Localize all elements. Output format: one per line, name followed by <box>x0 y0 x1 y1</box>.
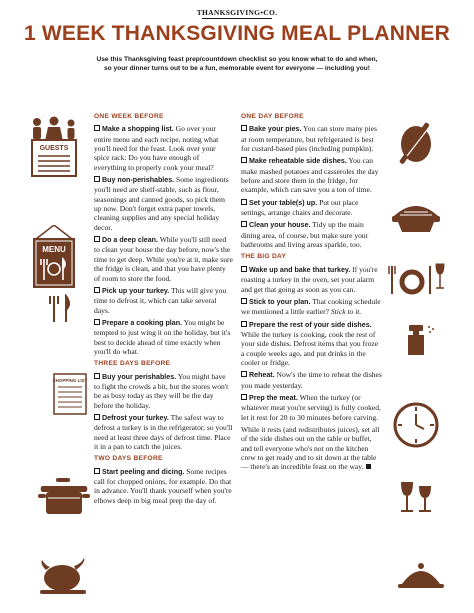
clock-icon <box>393 402 439 448</box>
brand-name: THANKSGIVING•CO. <box>196 8 278 17</box>
item-text: That cooking schedule we mentioned a little earlier? <box>241 296 381 317</box>
left-column <box>94 112 233 508</box>
section-heading-one-week: ONE WEEK BEFORE <box>94 113 164 120</box>
checkbox-icon[interactable] <box>94 125 100 131</box>
item-text: Some ingredients you'll need are shelf-stable, such as flour, seasonings and canned goods, so pick them up now. Don't forget extra paper towels, cleaning supplies and any special holiday decor. <box>94 175 229 232</box>
guests-icon <box>26 116 82 178</box>
serving-dish-icon <box>398 562 444 596</box>
closing-paragraph <box>241 425 382 472</box>
item-lead: Stick to your plan. <box>249 297 311 306</box>
item-lead: Prep the meat. <box>249 393 298 402</box>
item-lead: Set your table(s) up. <box>249 198 318 207</box>
checklist-item <box>241 220 382 249</box>
checkbox-icon[interactable] <box>241 321 247 327</box>
item-lead: Wake up and bake that turkey. <box>249 265 351 274</box>
roast-turkey-icon <box>38 556 88 596</box>
item-text: You might have to fight the crowds a bit, but the stores won't be as busy today as they will be the day before the holiday. <box>94 371 229 410</box>
wine-glass-icon <box>395 480 439 518</box>
checkbox-icon[interactable] <box>241 125 247 131</box>
checklist-item <box>241 265 382 294</box>
item-text: You might be tempted to just wing it on the holiday, but it's best to decide ahead of time exactly when you'll do what. <box>94 317 231 356</box>
item-emphasis: Stick to it. <box>329 307 362 317</box>
item-lead: Prepare the rest of your side dishes. <box>249 320 372 329</box>
item-text: This will give you time to defrost it, which can take several days. <box>94 285 227 315</box>
checkbox-icon[interactable] <box>94 468 100 474</box>
checklist-item <box>94 318 233 356</box>
checklist-item <box>241 124 382 153</box>
section-heading-two-days: TWO DAYS BEFORE <box>94 455 163 463</box>
rolling-pin-icon <box>398 118 438 166</box>
page-title: 1 WEEK THANKSGIVING MEAL PLANNER <box>23 22 451 45</box>
checklist-item <box>241 370 382 390</box>
place-setting-icon <box>388 258 446 298</box>
menu-label: MENU <box>42 245 66 254</box>
item-lead: Make reheatable side dishes. <box>249 157 347 166</box>
item-text: The safest way to defrost a turkey is in the refrigerator, so you'll need at least three days of defrost time. Place it in a pan to catch the juices. <box>94 412 233 451</box>
shopping-list-icon <box>52 372 88 416</box>
checklist-item <box>241 156 382 194</box>
checklist-item <box>94 175 233 232</box>
item-text: While the turkey is cooking, cook the rest of your side dishes. Defrost items that you froze a couple weeks ago, and put drinks in the cooler or fridge. <box>241 329 379 367</box>
checkbox-icon[interactable] <box>241 199 247 205</box>
item-text: Go over your entire menu and each recipe, noting what you'll need for the feast. Look over your spice rack: Do you have enough of everything to properly cook your meal? <box>94 124 219 172</box>
section-heading-one-day: ONE DAY BEFORE <box>241 113 304 120</box>
intro-line-1: Use this Thanksgiving feast prep/countdown checklist so you know what to do and when, <box>96 56 378 63</box>
checklist-item <box>241 297 382 317</box>
closing-text: While it rests (and redistributes juices), set all of the side dishes out on the table or buffet, and tell everyone who's not on the kitchen crew to get ready and to sit down at the table — there's an incredible feast on the way. <box>241 424 380 472</box>
checkbox-icon[interactable] <box>94 319 100 325</box>
checkbox-icon[interactable] <box>94 287 100 293</box>
checkbox-icon[interactable] <box>241 221 247 227</box>
item-lead: Do a deep clean. <box>102 236 158 245</box>
checklist-item <box>94 235 233 283</box>
item-lead: Start peeling and dicing. <box>102 467 185 476</box>
checkbox-icon[interactable] <box>241 394 247 400</box>
checkbox-icon[interactable] <box>94 236 100 242</box>
item-lead: Pick up your turkey. <box>102 286 170 295</box>
checklist-item <box>241 198 382 218</box>
cooking-pot-icon <box>36 476 92 518</box>
checkbox-icon[interactable] <box>94 176 100 182</box>
item-text: Put out place settings, arrange chairs and decorate. <box>241 197 359 218</box>
checklist-item <box>94 413 233 451</box>
item-text: Now's the time to reheat the dishes you made yesterday. <box>241 370 382 390</box>
checkbox-icon[interactable] <box>241 157 247 163</box>
item-text: Some recipes call for chopped onions, for example. Do that in advance. You'll thank yourself when you're elbows deep in big meal prep the day of. <box>94 466 232 505</box>
brand-logo <box>0 8 474 19</box>
item-text: While you'll still need to clean your house the day before, now's the time to get deep. While you're at it, make sure the fridge is clean, and that you have plenty of room to store the food. <box>94 235 233 283</box>
checkbox-icon[interactable] <box>94 373 100 379</box>
right-column <box>241 112 382 475</box>
item-text: You can store many pies at room temperature, but refrigerated is best for custard-based pies (including pumpkin). <box>241 124 377 154</box>
item-lead: Prepare a cooking plan. <box>102 318 183 327</box>
end-mark <box>366 464 371 469</box>
checkbox-icon[interactable] <box>241 266 247 272</box>
checklist-item <box>94 467 233 505</box>
guests-label: GUESTS <box>39 145 69 152</box>
checkbox-icon[interactable] <box>94 414 100 420</box>
brand-underline <box>202 18 272 19</box>
checklist-item <box>94 372 233 410</box>
checklist-item <box>94 124 233 172</box>
spray-bottle-icon <box>403 323 437 357</box>
shopping-list-label: SHOPPING LIST <box>52 378 88 383</box>
intro-text <box>20 55 454 73</box>
checkbox-icon[interactable] <box>241 371 247 377</box>
item-lead: Defrost your turkey. <box>102 413 169 422</box>
section-heading-big-day: THE BIG DAY <box>241 253 287 261</box>
checklist-item <box>241 393 382 422</box>
item-text: You can make mashed potatoes and casseroles the day before and store them in the fridge, for example, which can save you a ton of time. <box>241 156 379 195</box>
item-lead: Bake your pies. <box>249 125 302 134</box>
item-text: When the turkey (or whatever meat you're serving) is fully cooked, let it rest for 20 to 30 minutes before carving. <box>241 392 381 422</box>
fork-knife-icon <box>46 294 76 324</box>
item-text: Tidy up the main dining area, of course, but make sure your bathrooms and living areas sparkle, too. <box>241 220 369 250</box>
item-lead: Buy non-perishables. <box>102 176 175 185</box>
checklist-item <box>241 320 382 368</box>
section-heading-three-days: THREE DAYS BEFORE <box>94 360 171 368</box>
item-lead: Buy your perishables. <box>102 372 177 381</box>
item-text: If you're roasting a turkey in the oven, set your alarm and get that going as soon as you can. <box>241 264 378 294</box>
item-lead: Make a shopping list. <box>102 125 174 134</box>
pie-icon <box>390 200 442 236</box>
menu-card-icon <box>30 225 78 289</box>
item-lead: Reheat. <box>249 371 275 380</box>
intro-line-2: so your dinner turns out to be a fun, memorable event for everyone — including you! <box>104 65 370 72</box>
item-lead: Clean your house. <box>249 221 311 230</box>
checklist-item <box>94 286 233 315</box>
checkbox-icon[interactable] <box>241 298 247 304</box>
